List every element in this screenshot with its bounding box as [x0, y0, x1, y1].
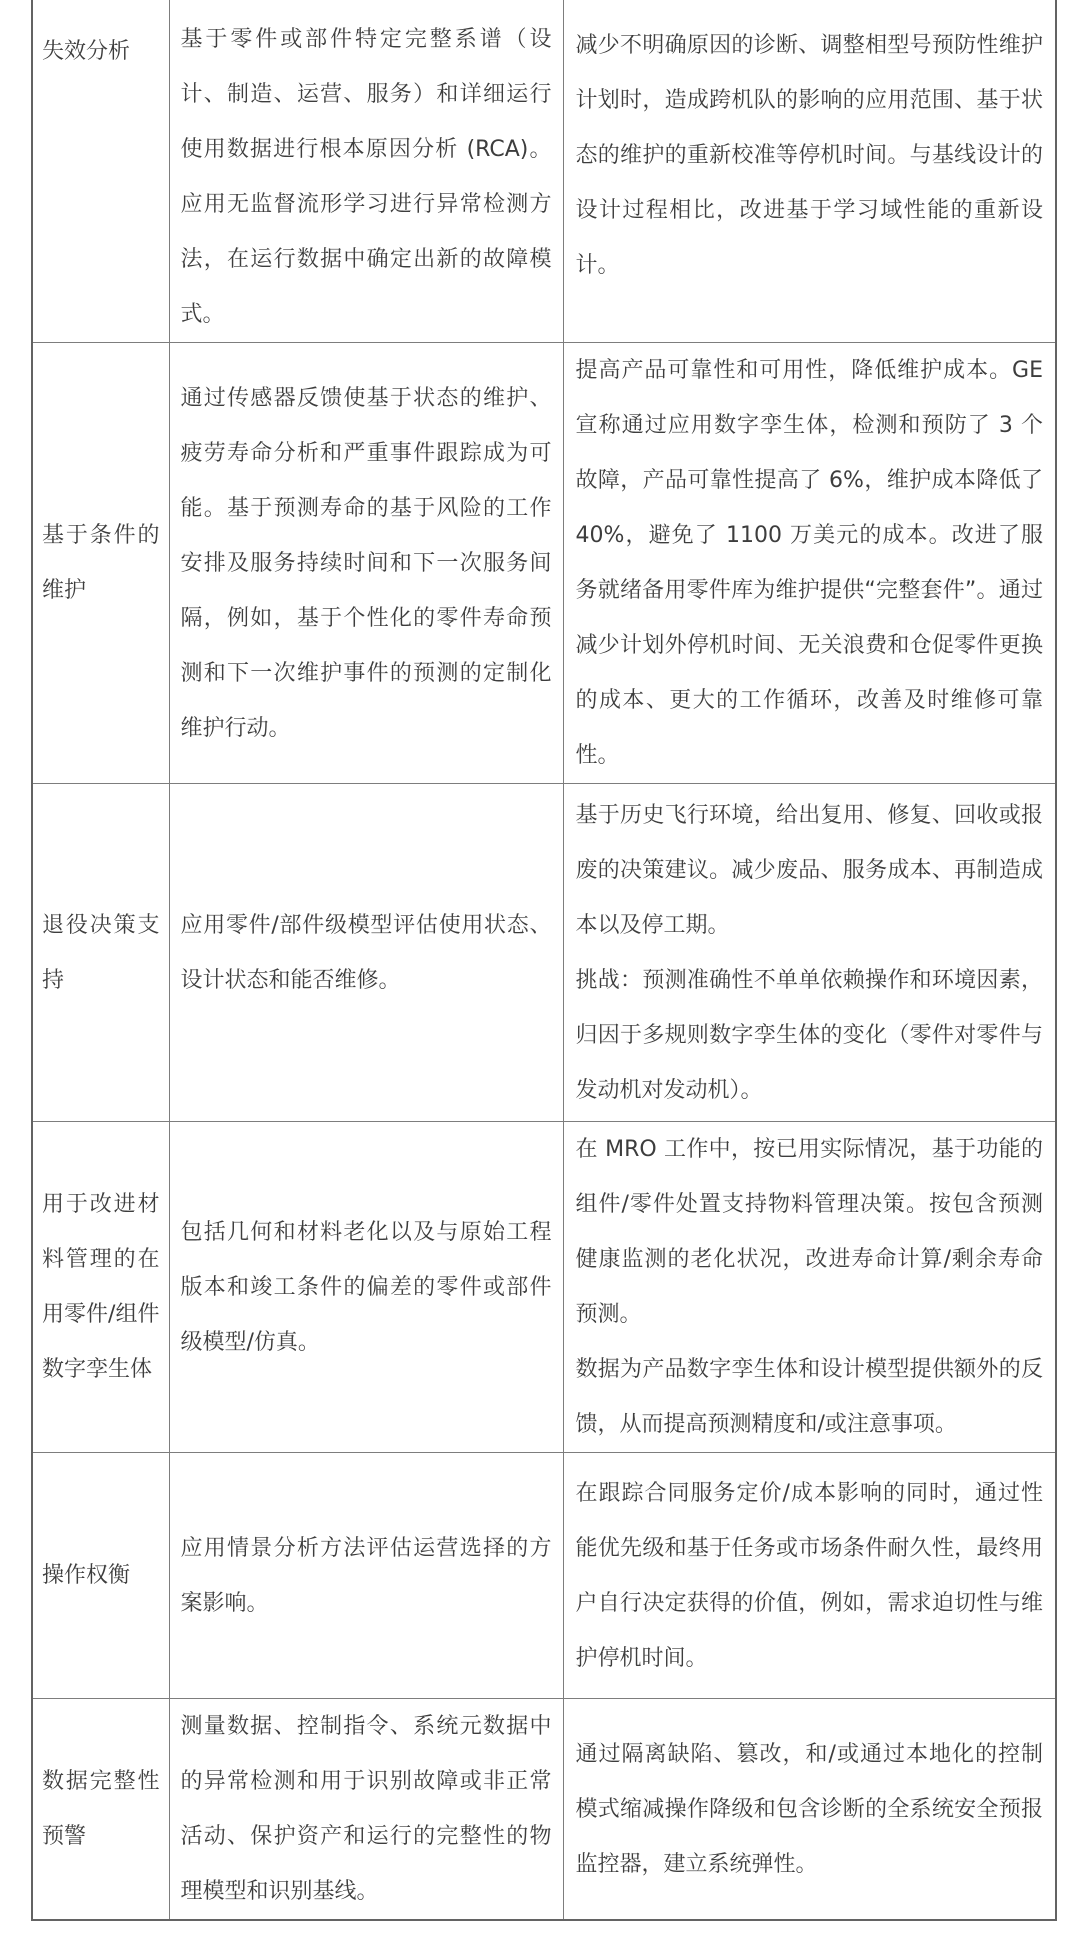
method-cell [169, 1453, 563, 1699]
row-label-cell [32, 1699, 169, 1921]
method-cell [169, 1699, 563, 1921]
method-paragraph: 通过传感器反馈使基于状态的维护、疲劳寿命分析和严重事件跟踪成为可能。基于预测寿命的基于风险的工作安排及服务持续时间和下一次服务间隔，例如，基于个性化的零件寿命预测和下一次维护事件的预测的定制化维护行动。 [180, 385, 552, 741]
method-cell [169, 784, 563, 1122]
method-paragraph: 应用情景分析方法评估运营选择的方案影响。 [180, 1535, 552, 1616]
table-row [32, 343, 1056, 784]
table-row [32, 1453, 1056, 1699]
benefit-cell [563, 1699, 1056, 1921]
benefit-paragraph: 在跟踪合同服务定价/成本影响的同时，通过性能优先级和基于任务或市场条件耐久性，最终用户自行决定获得的价值，例如，需求迫切性与维护停机时间。 [575, 1480, 1043, 1671]
method-paragraph: 应用零件/部件级模型评估使用状态、设计状态和能否维修。 [180, 912, 552, 993]
table-row [32, 1122, 1056, 1453]
table-row [32, 0, 1056, 343]
row-label: 退役决策支持 [42, 912, 160, 993]
benefit-cell [563, 1122, 1056, 1453]
row-label: 用于改进材料管理的在用零件/组件数字孪生体 [42, 1192, 160, 1382]
benefit-paragraph: 提高产品可靠性和可用性，降低维护成本。GE 宣称通过应用数字孪生体，检测和预防了 3 个故障，产品可靠性提高了 6%，维护成本降低了 40%，避免了 1100 万美元的成本。改进了服务就绪备用零件库为维护提供“完整套件”。通过减少计划外停机时间、无关浪费和仓促零件更换的成本、更大的工作循环，改善及时维修可靠性。 [575, 358, 1043, 768]
benefit-paragraph: 数据为产品数字孪生体和设计模型提供额外的反馈，从而提高预测精度和/或注意事项。 [575, 1357, 1043, 1437]
row-label-cell [32, 784, 169, 1122]
benefit-paragraph: 通过隔离缺陷、篡改，和/或通过本地化的控制模式缩减操作降级和包含诊断的全系统安全预报监控器，建立系统弹性。 [575, 1741, 1043, 1877]
benefit-paragraph: 挑战：预测准确性不单单依赖操作和环境因素，归因于多规则数字孪生体的变化（零件对零件与发动机对发动机）。 [575, 967, 1043, 1103]
row-label: 基于条件的维护 [42, 523, 160, 603]
method-cell [169, 343, 563, 784]
benefit-paragraph: 减少不明确原因的诊断、调整相型号预防性维护计划时，造成跨机队的影响的应用范围、基于状态的维护的重新校准等停机时间。与基线设计的设计过程相比，改进基于学习域性能的重新设计。 [575, 33, 1043, 278]
method-paragraph: 包括几何和材料老化以及与原始工程版本和竣工条件的偏差的零件或部件级模型/仿真。 [180, 1219, 552, 1355]
benefit-cell [563, 784, 1056, 1122]
method-paragraph: 测量数据、控制指令、系统元数据中的异常检测和用于识别故障或非正常活动、保护资产和运行的完整性的物理模型和识别基线。 [180, 1714, 552, 1904]
table-row [32, 784, 1056, 1122]
benefit-cell [563, 343, 1056, 784]
row-label: 操作权衡 [42, 1563, 131, 1588]
digital-twin-use-case-table [31, 0, 1057, 1921]
method-paragraph: 基于零件或部件特定完整系谱（设计、制造、运营、服务）和详细运行使用数据进行根本原因分析 (RCA)。应用无监督流形学习进行异常检测方法，在运行数据中确定出新的故障模式。 [180, 27, 552, 327]
benefit-cell [563, 1453, 1056, 1699]
row-label: 数据完整性预警 [42, 1769, 160, 1849]
benefit-paragraph: 在 MRO 工作中，按已用实际情况，基于功能的组件/零件处置支持物料管理决策。按包含预测健康监测的老化状况，改进寿命计算/剩余寿命预测。 [575, 1137, 1043, 1327]
row-label-cell [32, 0, 169, 343]
row-label-cell [32, 343, 169, 784]
row-label: 失效分析 [42, 39, 131, 64]
table-row [32, 1699, 1056, 1921]
method-cell [169, 0, 563, 343]
row-label-cell [32, 1453, 169, 1699]
row-label-cell [32, 1122, 169, 1453]
method-cell [169, 1122, 563, 1453]
benefit-cell [563, 0, 1056, 343]
benefit-paragraph: 基于历史飞行环境，给出复用、修复、回收或报废的决策建议。减少废品、服务成本、再制造成本以及停工期。 [575, 802, 1043, 938]
